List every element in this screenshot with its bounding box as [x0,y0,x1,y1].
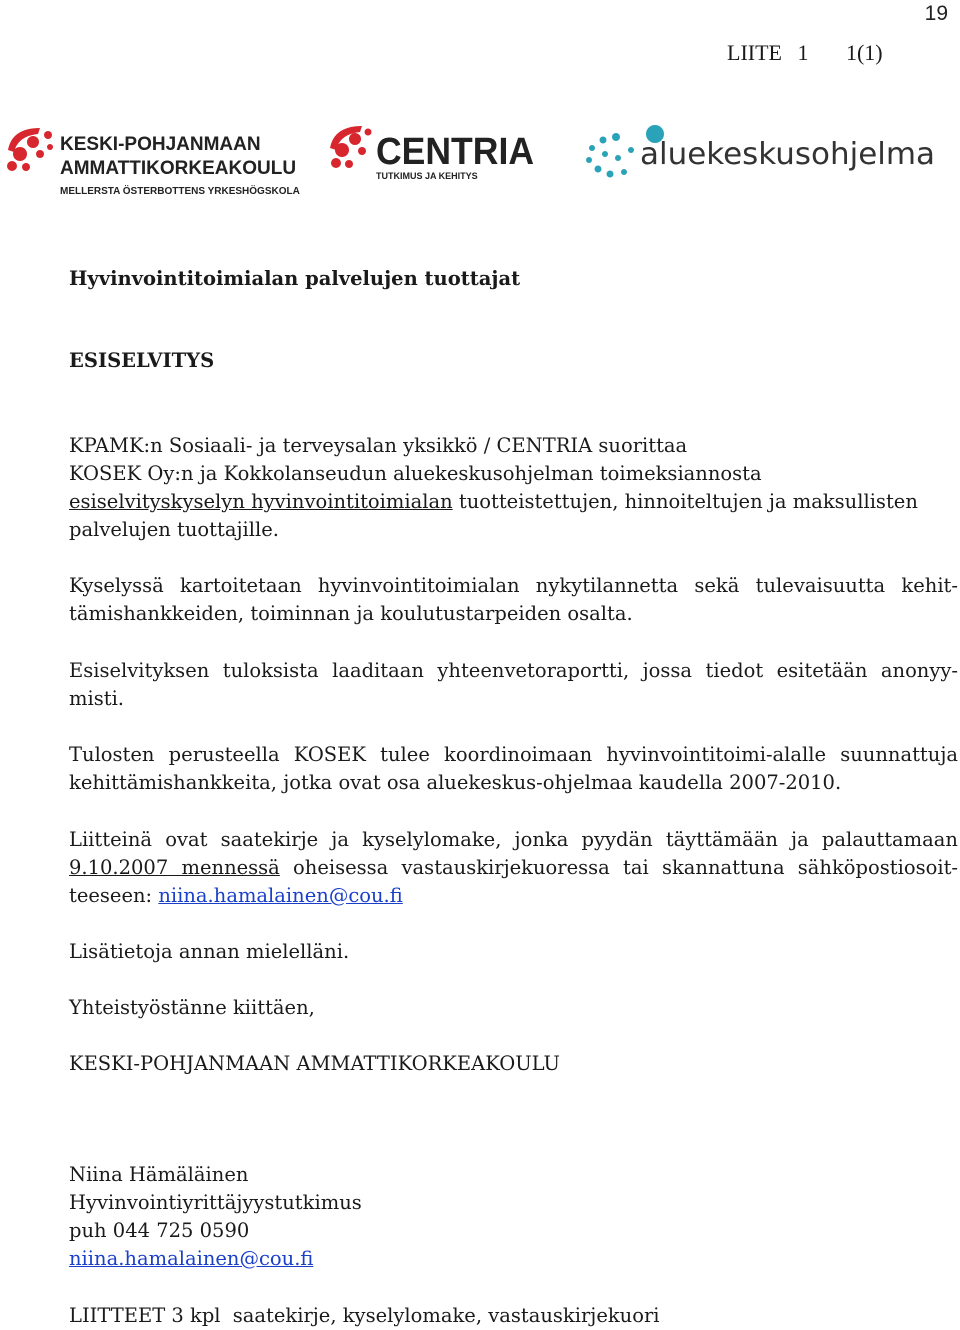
signature-title: Hyvinvointiyrittäjyystutkimus [69,1191,362,1214]
thanks-text: Yhteistyöstänne kiittäen, [69,996,315,1019]
intro-line: palvelujen tuottajille. [69,518,279,541]
kpamk-line2: AMMATTIKORKEAKOULU [60,158,297,179]
kpamk-line1: KESKI-POHJANMAAN [60,134,261,155]
intro-line-rest: tuotteistettujen, hinnoiteltujen ja maksullisten [452,490,918,513]
paragraph-2 [69,657,958,713]
signature-phone: puh 044 725 0590 [69,1219,250,1242]
attachments-items: saatekirje, kyselylomake, vastauskirjekuori [232,1304,660,1327]
contact-email-link[interactable]: niina.hamalainen@cou.fi [158,884,403,907]
aluekeskusohjelma-logo [586,125,935,178]
paragraph-line: Tulosten perusteella KOSEK tulee koordinoimaan hyvinvointitoimi-alalle suunnattuja [69,743,958,766]
paragraph-line [69,854,958,882]
more-info-text: Lisätietoja annan mielelläni. [69,940,350,963]
centria-emblem-icon [330,126,372,168]
attachment-number: 1 [797,40,809,65]
centria-tagline: TUTKIMUS JA KEHITYS [376,171,478,181]
paragraph-line [69,882,958,910]
paragraph-line-rest: oheisessa vastauskirjekuoressa tai skannattuna sähköpostiosoit- [279,856,958,879]
paragraph-line: tämishankkeiden, toiminnan ja koulutustarpeiden osalta. [69,602,633,625]
centria-name: CENTRIA [376,131,534,173]
signature-email-link[interactable]: niina.hamalainen@cou.fi [69,1247,314,1270]
paragraph-4 [69,826,958,910]
attachment-header [727,40,883,66]
intro-line: KOSEK Oy:n ja Kokkolanseudun aluekeskusohjelman toimeksiannosta [69,462,762,485]
document-title: Hyvinvointitoimialan palvelujen tuottajat [69,267,521,290]
kpamk-line3: MELLERSTA ÖSTERBOTTENS YRKESHÖGSKOLA [60,186,300,197]
attachments-line [69,1302,958,1330]
intro-line [69,488,958,516]
signature-name: Niina Hämäläinen [69,1163,249,1186]
email-prefix: teeseen: [69,884,159,907]
paragraph-3 [69,741,958,797]
paragraph-line: kehittämishankkeita, jotka ovat osa aluekeskus-ohjelmaa kaudella 2007-2010. [69,771,842,794]
signature-block [69,1161,958,1273]
intro-paragraph [69,432,958,544]
organization-name: KESKI-POHJANMAAN AMMATTIKORKEAKOULU [69,1052,560,1075]
paragraph-line: misti. [69,687,125,710]
paragraph-line: Kyselyssä kartoitetaan hyvinvointitoimialan nykytilannetta sekä tulevaisuutta kehit- [69,574,958,597]
paragraph-line: Esiselvityksen tuloksista laaditaan yhteenvetoraportti, jossa tiedot esitetään anonyy- [69,659,958,682]
intro-underlined: esiselvityskyselyn hyvinvointitoimialan [69,490,453,513]
attachment-label: LIITE [727,40,782,65]
kpamk-logo [7,128,300,197]
deadline-date: 9.10.2007 mennessä [69,856,280,879]
paragraph-1 [69,572,958,628]
attachments-label: LIITTEET 3 kpl [69,1304,221,1327]
attachment-pages: 1(1) [845,40,883,65]
aluekeskusohjelma-name: aluekeskusohjelma [640,137,935,172]
paragraph-line: Liitteinä ovat saatekirje ja kyselylomake, jonka pyydän täyttämään ja palauttamaan [69,828,958,851]
kpamk-emblem-icon [7,128,53,171]
page-number: 19 [924,2,948,25]
logo-strip [0,120,960,210]
document-subtitle: ESISELVITYS [69,349,215,372]
centria-logo [330,126,534,181]
intro-line: KPAMK:n Sosiaali- ja terveysalan yksikkö / CENTRIA suorittaa [69,434,688,457]
